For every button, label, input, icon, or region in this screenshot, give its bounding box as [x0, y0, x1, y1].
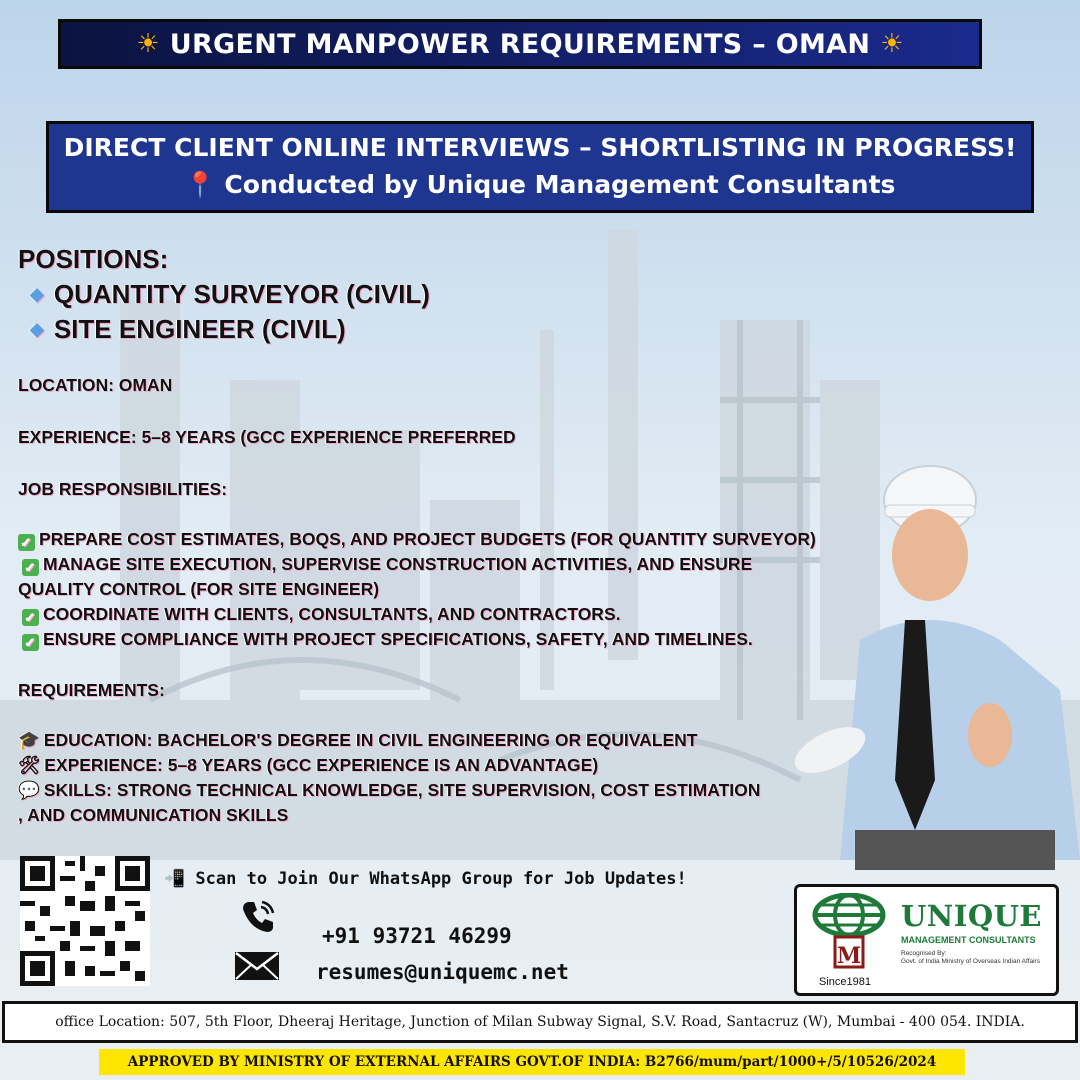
requirement-skills: 💬 SKILLS: STRONG TECHNICAL KNOWLEDGE, SITE SUPERVISION, COST ESTIMATION: [18, 780, 761, 800]
requirement-experience: 🛠 EXPERIENCE: 5–8 YEARS (GCC EXPERIENCE IS AN ADVANTAGE): [18, 755, 599, 775]
email-address[interactable]: resumes@uniquemc.net: [316, 960, 569, 984]
responsibilities-title: JOB RESPONSIBILITIES:: [18, 479, 228, 499]
unique-logo: [794, 884, 1059, 996]
position-item: [30, 314, 818, 345]
requirement-skills-continued: , AND COMMUNICATION SKILLS: [18, 805, 289, 825]
graduation-cap-icon: 🎓: [18, 730, 40, 750]
tools-icon: 🛠: [18, 755, 41, 775]
location-text: LOCATION: OMAN: [18, 375, 173, 395]
page-title: URGENT MANPOWER REQUIREMENTS – OMAN: [169, 28, 871, 60]
logo-name: UNIQUE: [901, 899, 1043, 933]
diamond-bullet-icon: ◆: [30, 284, 44, 304]
phone-arrow-icon: 📲: [164, 869, 186, 889]
interview-banner: [46, 121, 1034, 213]
svg-text:M: M: [836, 943, 862, 969]
diamond-bullet-icon: ◆: [30, 319, 44, 339]
approval-notice: APPROVED BY MINISTRY OF EXTERNAL AFFAIRS GOVT.OF INDIA: B2766/mum/part/1000+/5/10526/2024: [99, 1049, 965, 1075]
position-item: [30, 279, 818, 310]
position-label: SITE ENGINEER (CIVIL): [53, 314, 346, 344]
envelope-icon: [234, 951, 280, 985]
logo-subtitle: MANAGEMENT CONSULTANTS: [901, 935, 1036, 945]
whatsapp-qr-code[interactable]: [20, 856, 150, 986]
requirement-education: 🎓 EDUCATION: BACHELOR'S DEGREE IN CIVIL ENGINEERING OR EQUIVALENT: [18, 730, 698, 750]
phone-icon: [238, 896, 278, 940]
office-address: office Location: 507, 5th Floor, Dheeraj Heritage, Junction of Milan Subway Signal, S.V. Road, Santacruz (W), Mumbai - 400 054. INDIA.: [2, 1001, 1078, 1043]
globe-logo-icon: [811, 893, 891, 975]
sun-icon: ☀: [136, 29, 160, 59]
checkmark-icon: ✓: [18, 534, 35, 551]
experience-text: EXPERIENCE: 5–8 YEARS (GCC EXPERIENCE PREFERRED: [18, 427, 516, 447]
checkmark-icon: ✓: [22, 634, 39, 651]
responsibility-item: ✓ ENSURE COMPLIANCE WITH PROJECT SPECIFICATIONS, SAFETY, AND TIMELINES.: [22, 627, 818, 652]
conducted-by-line: [49, 170, 1031, 200]
positions-title: POSITIONS:: [18, 244, 169, 274]
interview-headline: DIRECT CLIENT ONLINE INTERVIEWS – SHORTLISTING IN PROGRESS!: [63, 133, 1017, 162]
requirements-title: REQUIREMENTS:: [18, 680, 165, 700]
checkmark-icon: ✓: [22, 559, 39, 576]
sun-icon: ☀: [880, 29, 904, 59]
logo-since: Since1981: [819, 976, 871, 988]
checkmark-icon: ✓: [22, 609, 39, 626]
responsibility-item: ✓ COORDINATE WITH CLIENTS, CONSULTANTS, AND CONTRACTORS.: [22, 602, 818, 627]
title-banner: [58, 19, 982, 69]
speech-bubble-icon: 💬: [18, 780, 40, 800]
job-details: [18, 244, 818, 828]
conducted-by-text: Conducted by Unique Management Consultants: [224, 170, 896, 199]
phone-number[interactable]: +91 93721 46299: [322, 924, 512, 948]
position-label: QUANTITY SURVEYOR (CIVIL): [53, 279, 430, 309]
responsibility-item: ✓ MANAGE SITE EXECUTION, SUPERVISE CONSTRUCTION ACTIVITIES, AND ENSURE: [22, 552, 818, 577]
logo-recognition: Recognised By: Govt. of India Ministry of Overseas Indian Affairs: [901, 950, 1040, 965]
responsibility-item-continued: QUALITY CONTROL (FOR SITE ENGINEER): [18, 579, 380, 599]
location-pin-icon: 📍: [184, 170, 216, 199]
responsibility-item: ✓ PREPARE COST ESTIMATES, BOQS, AND PROJECT BUDGETS (FOR QUANTITY SURVEYOR): [18, 527, 818, 552]
whatsapp-cta[interactable]: 📲 Scan to Join Our WhatsApp Group for Job Updates!: [164, 869, 687, 889]
